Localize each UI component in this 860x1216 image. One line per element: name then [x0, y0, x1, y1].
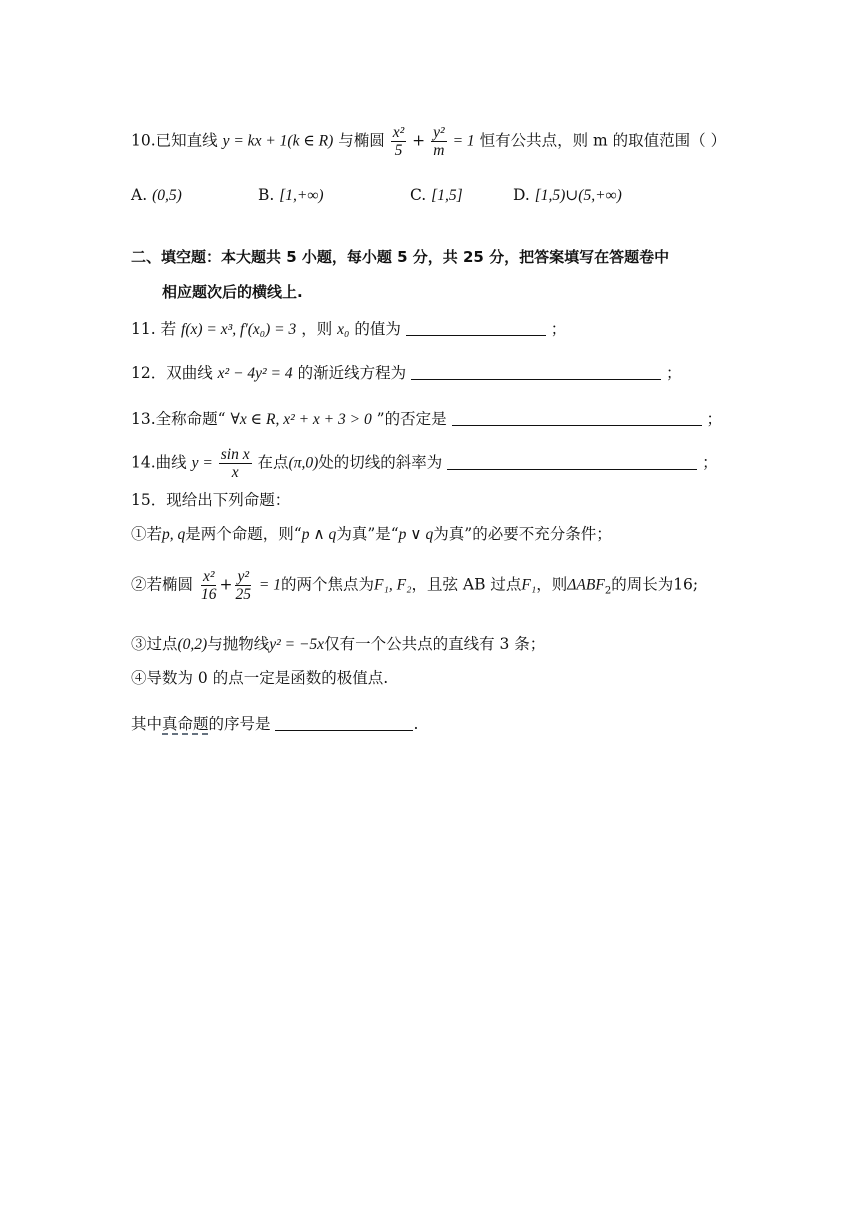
question-13: 13.全称命题“ ∀x ∈ R, x² + x + 3 > 0 ”的否定是 ；	[131, 410, 722, 428]
section-2-heading: 二、填空题：本大题共 5 小题，每小题 5 分，共 25 分，把答案填写在答题卷中	[131, 248, 670, 266]
q10-mid: 与椭圆	[338, 131, 385, 150]
question-10: 10.已知直线 y = kx + 1(k ∈ R) 与椭圆 $\frac{\text{x²}}{5}$ + $\frac{\text{y²}}{m}$ = 1 恒有公共点，则 m 的取值范围（ ）	[131, 124, 727, 160]
q10-fraction-2: $\frac{\text{y²}}{m}$	[433, 124, 445, 160]
q10-suffix: 恒有公共点，则 m 的取值范围（ ）	[479, 131, 727, 150]
q15-answer-line: 其中真命题的序号是 .	[131, 715, 419, 733]
wavy-underlined-text: 真命题	[162, 715, 209, 733]
q15-item-3: ③过点(0,2)与抛物线y² = −5x仅有一个公共点的直线有 3 条；	[131, 635, 546, 653]
question-12: 12．双曲线 x² − 4y² = 4 的渐近线方程为 ；	[131, 364, 682, 382]
q12-math: x² − 4y² = 4	[217, 365, 293, 382]
q13-math: ∀x ∈ R, x² + x + 3 > 0	[230, 411, 372, 428]
question-14: 14.曲线 y = $\frac{\text{sin x}}{x}$ 在点(π,0)处的切线的斜率为 ；	[131, 446, 718, 482]
q10-choice-b: B. [1,+∞)	[258, 186, 324, 204]
q10-line-equation: y = kx + 1(k ∈ R)	[222, 132, 334, 150]
q14-fraction: $\frac{\text{sin x}}{x}$	[220, 446, 250, 482]
q14-answer-blank[interactable]	[447, 455, 697, 470]
q15-answer-blank[interactable]	[275, 716, 413, 731]
q15-item2-fraction-2: $\frac{\text{y²}}{25}$	[235, 568, 251, 604]
q15-item-2: ②若椭圆 $\frac{\text{x²}}{16}$ + $\frac{\text{y²}}{25}$ = 1的两个焦点为F₁, F₂，且弦 AB 过点F₁，则$\Delta ABF_2$的周长为16;	[131, 568, 699, 604]
q10-fraction-1: $\frac{\text{x²}}{5}$	[392, 124, 405, 160]
q15-item2-fraction-1: $\frac{\text{x²}}{16}$	[200, 568, 217, 604]
q15-item-1: ①若p, q是两个命题，则“p ∧ q为真”是“p ∨ q为真”的必要不充分条件；	[131, 525, 612, 543]
q13-answer-blank[interactable]	[452, 411, 702, 426]
q10-choice-c: C. [1,5]	[410, 186, 463, 204]
question-15-intro: 15．现给出下列命题：	[131, 491, 291, 509]
question-11: 11. 若 f(x) = x³, f′(x₀) = 3 ，则 x₀ 的值为 ；	[131, 320, 567, 338]
q10-equals-one: = 1	[452, 132, 475, 150]
q10-choice-d: D. [1,5)∪(5,+∞)	[513, 186, 622, 204]
q15-item-4: ④导数为 0 的点一定是函数的极值点.	[131, 669, 389, 687]
section-2-heading-line2: 相应题次后的横线上.	[162, 283, 303, 301]
q10-prefix: 10.已知直线	[131, 131, 218, 150]
q10-choice-a: A. (0,5)	[131, 186, 182, 204]
q12-answer-blank[interactable]	[411, 365, 661, 380]
q11-math: f(x) = x³, f′(x₀) = 3	[181, 321, 297, 338]
q11-answer-blank[interactable]	[406, 321, 546, 336]
